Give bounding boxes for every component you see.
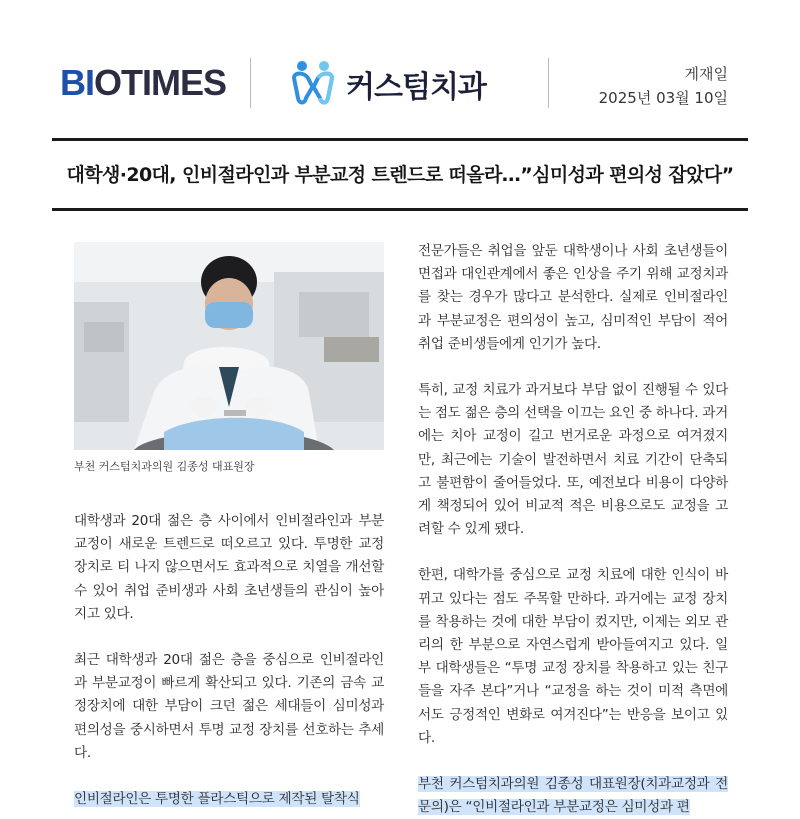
top-rule — [52, 138, 748, 141]
paragraph: 대학생과 20대 젊은 층 사이에서 인비절라인과 부분교정이 새로운 트렌드로 떠오르고 있다. 투명한 교정장치로 티 나지 않으면서도 효과적으로 치열을 개선할 수 있어 취업 준비생과 사회 초년생들의 관심이 높아지고 있다. — [74, 513, 384, 622]
masthead-divider — [250, 58, 251, 108]
publication-date — [599, 62, 728, 110]
paragraph: 전문가들은 취업을 앞둔 대학생이나 사회 초년생들이 면접과 대인관계에서 좋은 인상을 주기 위해 교정치과를 찾는 경우가 많다고 분석한다. 실제로 인비절라인과 부분교정은 편의성이 높고, 심미적인 부담이 적어 취업 준비생들에게 인기가 높다. — [418, 243, 728, 352]
highlighted-text: 부천 커스텀치과의원 김종성 대표원장(치과교정과 전문의)은 “인비절라인과 부분교정은 심미성과 편 — [418, 776, 728, 816]
clinic-name: 커스텀치과 — [346, 70, 486, 105]
bottom-rule — [52, 208, 748, 211]
paragraph: 한편, 대학가를 중심으로 교정 치료에 대한 인식이 바뀌고 있다는 점도 주목할 만하다. 과거에는 교정 장치를 착용하는 것에 대한 부담이 컸지만, 이제는 외모 관리의 한 부분으로 자연스럽게 받아들여지고 있다. 일부 대학생들은 “투명 교정 장치를 착용하고 있는 친구들을 자주 본다”거나 “교정을 하는 것이 미적 측면에서도 긍정적인 변화로 여겨진다”는 반응을 보이고 있다. — [418, 567, 728, 746]
photo-caption: 부천 커스텀치과의원 김종성 대표원장 — [74, 460, 255, 473]
paragraph — [74, 788, 384, 811]
highlighted-text: 인비절라인은 투명한 플라스틱으로 제작된 탈착식 — [74, 791, 360, 808]
article-photo — [74, 242, 384, 450]
masthead — [0, 0, 800, 135]
paragraph: 최근 대학생과 20대 젊은 층을 중심으로 인비절라인과 부분교정이 빠르게 확산되고 있다. 기존의 금속 교정장치에 대한 부담이 크던 젊은 세대들이 심미성과 편의성을 중시하면서 투명 교정 장치를 선호하는 추세다. — [74, 652, 384, 761]
paragraph — [418, 773, 728, 819]
date-label: 게재일 — [684, 65, 728, 83]
article-left-column — [74, 510, 384, 811]
paragraph: 특히, 교정 치료가 과거보다 부담 없이 진행될 수 있다는 점도 젊은 층의 선택을 이끄는 요인 중 하나다. 과거에는 치아 교정이 길고 번거로운 과정으로 여겨졌지만, 최근에는 기술이 발전하면서 치료 기간이 단축되고 불편함이 줄어들었다. 또, 예전보다 비용이 다양하게 책정되어 있어 비교적 적은 비용으로도 교정을 고려할 수 있게 됐다. — [418, 382, 728, 538]
article-right-column — [418, 240, 728, 819]
clinic-logo[interactable] — [290, 58, 486, 110]
date-value: 2025년 03월 10일 — [598, 89, 728, 107]
biotimes-logo[interactable]: BIOTIMES — [60, 62, 227, 103]
masthead-divider — [548, 58, 549, 108]
article-headline: 대학생·20대, 인비절라인과 부분교정 트렌드로 떠올라…”심미성과 편의성 잡았다” — [66, 164, 734, 186]
tooth-mark-icon — [290, 58, 336, 110]
